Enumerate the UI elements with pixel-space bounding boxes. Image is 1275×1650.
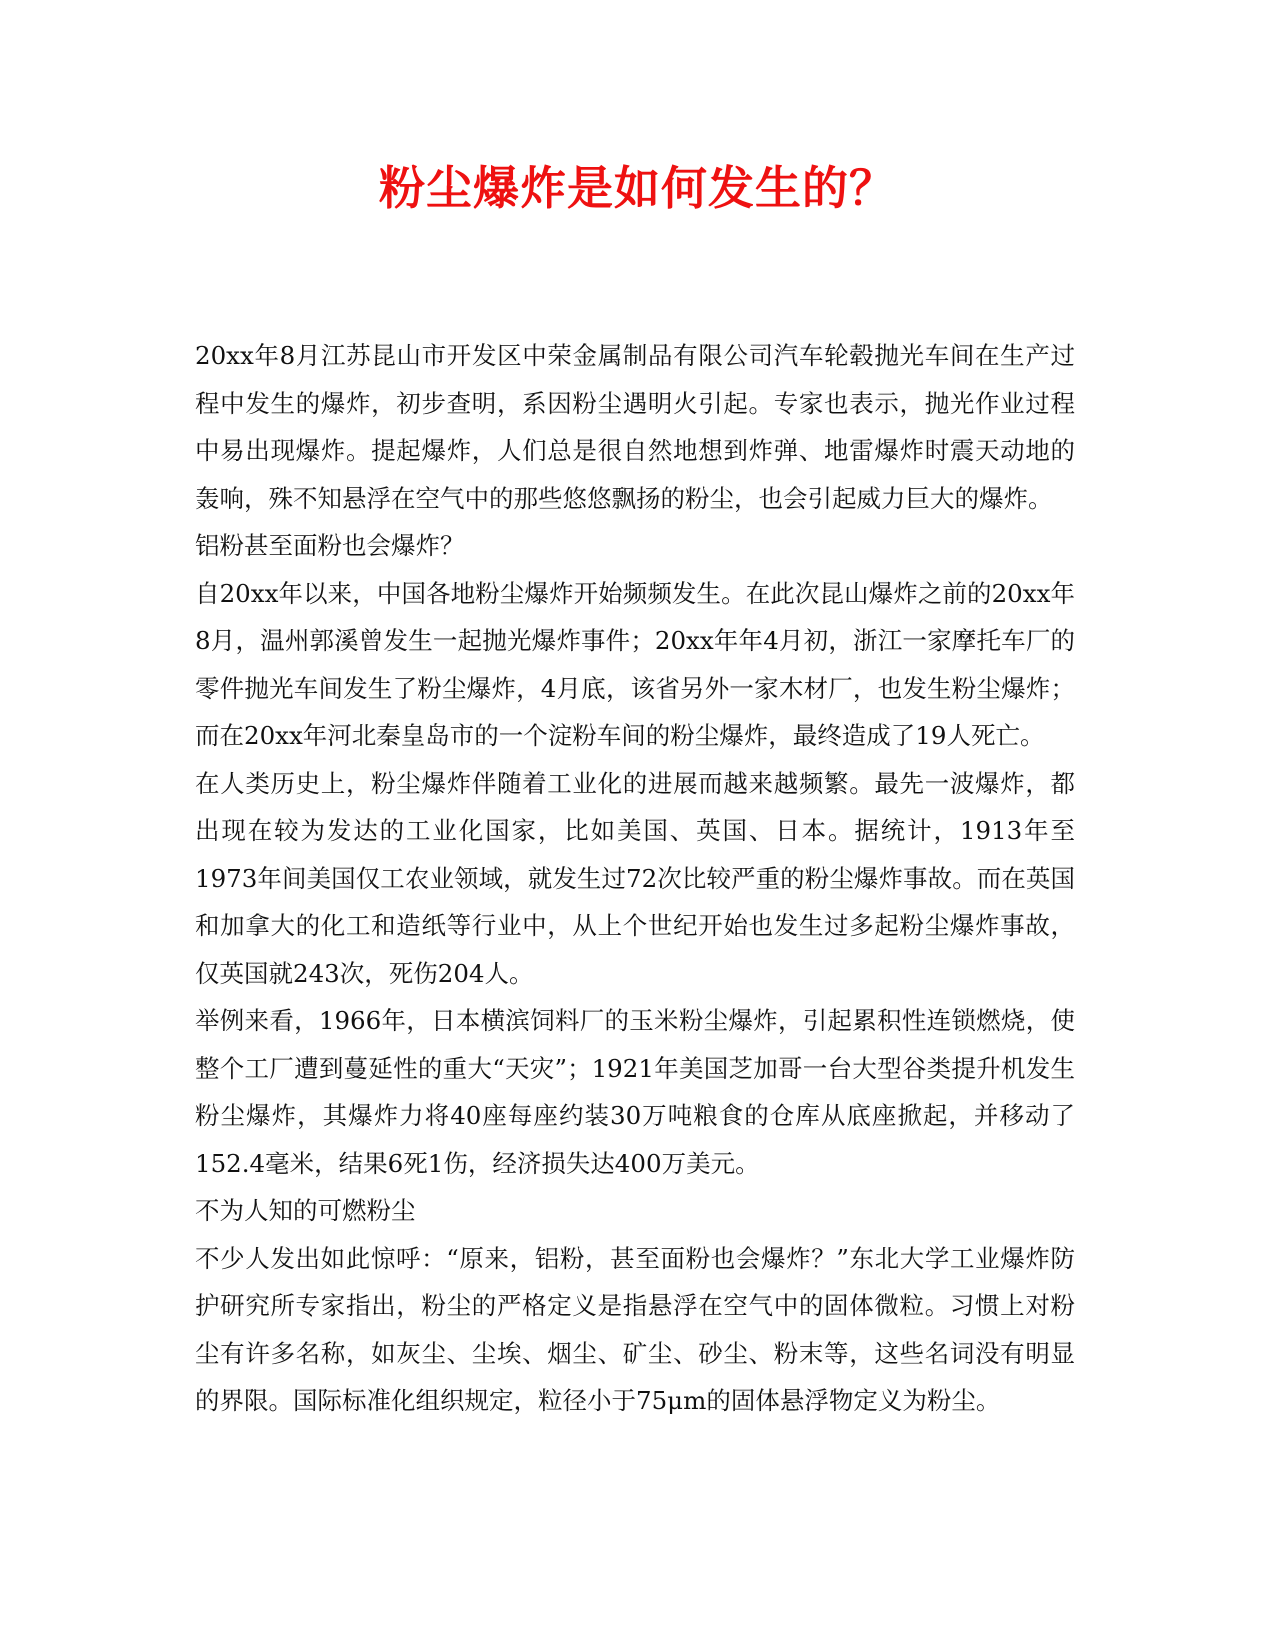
paragraph-history: 在人类历史上，粉尘爆炸伴随着工业化的进展而越来越频繁。最先一波爆炸，都出现在较为发达的工业化国家，比如美国、英国、日本。据统计，1913年至1973年间美国仅工农业领域，就发生过72次比较严重的粉尘爆炸事故。而在英国和加拿大的化工和造纸等行业中，从上个世纪开始也发生过多起粉尘爆炸事故，仅英国就243次，死伤204人。 [195, 768, 1075, 988]
paragraph-intro: 20xx年8月江苏昆山市开发区中荣金属制品有限公司汽车轮毂抛光车间在生产过程中发生的爆炸，初步查明，系因粉尘遇明火引起。专家也表示，抛光作业过程中易出现爆炸。提起爆炸，人们总是很自然地想到炸弹、地雷爆炸时震天动地的轰响，殊不知悬浮在空气中的那些悠悠飘扬的粉尘，也会引起威力巨大的爆炸。 [195, 341, 1075, 513]
paragraph-dust-definition: 不少人发出如此惊呼：“原来，铝粉，甚至面粉也会爆炸？”东北大学工业爆炸防护研究所专家指出，粉尘的严格定义是指悬浮在空气中的固体微粒。习惯上对粉尘有许多名称，如灰尘、尘埃、烟尘、矿尘、砂尘、粉末等，这些名词没有明显的界限。国际标准化组织规定，粒径小于75μm的固体悬浮物定义为粉尘。 [195, 1243, 1075, 1415]
paragraph-subheading-aluminum: 铝粉甚至面粉也会爆炸？ [195, 531, 465, 560]
paragraph-examples: 举例来看，1966年，日本横滨饲料厂的玉米粉尘爆炸，引起累积性连锁燃烧，使整个工厂遭到蔓延性的重大“天灾”；1921年美国芝加哥一台大型谷类提升机发生粉尘爆炸，其爆炸力将40座每座约装30万吨粮食的仓库从底座掀起，并移动了152.4毫米，结果6死1伤，经济损失达400万美元。 [195, 1006, 1075, 1178]
paragraph-subheading-combustible-dust: 不为人知的可燃粉尘 [195, 1196, 416, 1225]
document-body [195, 332, 1075, 1425]
page-title: 粉尘爆炸是如何发生的？ [379, 161, 896, 215]
paragraph-china-incidents: 自20xx年以来，中国各地粉尘爆炸开始频频发生。在此次昆山爆炸之前的20xx年8月，温州郭溪曾发生一起抛光爆炸事件；20xx年年4月初，浙江一家摩托车厂的零件抛光车间发生了粉尘爆炸，4月底，该省另外一家木材厂，也发生粉尘爆炸；而在20xx年河北秦皇岛市的一个淀粉车间的粉尘爆炸，最终造成了19人死亡。 [195, 578, 1075, 750]
